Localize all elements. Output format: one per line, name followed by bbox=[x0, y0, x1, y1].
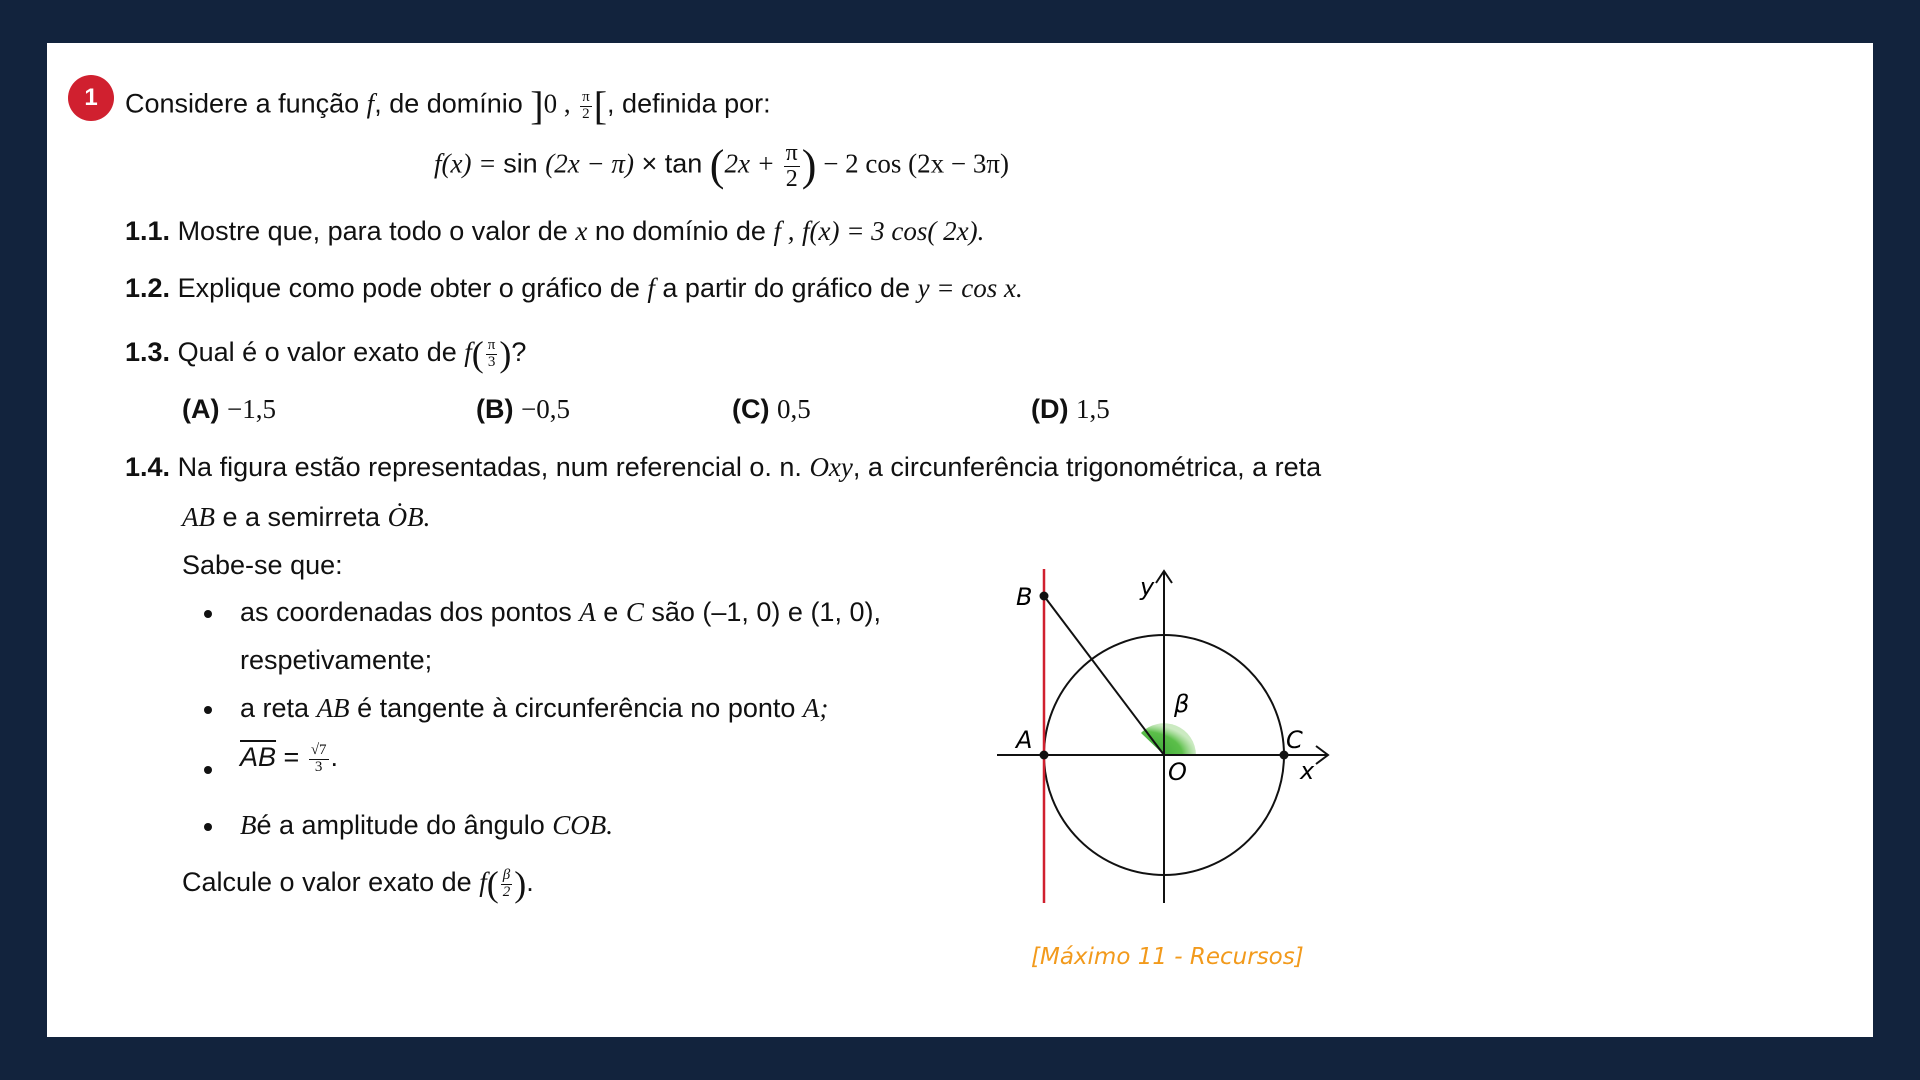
label-b: B bbox=[1016, 583, 1033, 611]
question-1-4-line2: AB e a semirreta ȮB. bbox=[182, 502, 431, 532]
ab-segment: $\overline{AB}$ bbox=[240, 742, 277, 772]
q1-2-number: 1.2. bbox=[125, 273, 171, 303]
formula-arg2: 2x + bbox=[724, 148, 782, 179]
label-c: C bbox=[1286, 726, 1303, 754]
formula-arg1: (2x − π) bbox=[545, 148, 634, 179]
question-1-1: 1.1. Mostre que, para todo o valor de x no domínio de f , f(x) = 3 cos( 2x). bbox=[125, 216, 985, 246]
label-a: A bbox=[1016, 726, 1033, 754]
q1-1-equation: f(x) = 3 cos( 2x). bbox=[801, 216, 985, 246]
exercise-number-badge: 1 bbox=[68, 75, 114, 121]
option-d[interactable]: (D) 1,5 bbox=[1031, 394, 1110, 424]
formula-sin: sin bbox=[503, 148, 538, 179]
source-caption: [Máximo 11 - Recursos] bbox=[1031, 944, 1304, 970]
q1-3-number: 1.3. bbox=[125, 337, 171, 368]
q1-3-fraction: $\frac{\pi}{3}$ bbox=[487, 337, 496, 370]
q1-2-equation: y = cos x. bbox=[917, 273, 1023, 303]
intro-fraction: $\frac{\pi}{2}$ bbox=[582, 88, 590, 122]
intro-f: f bbox=[366, 88, 375, 119]
option-b[interactable]: (B) −0,5 bbox=[476, 394, 570, 424]
bullet-1-cont: respetivamente; bbox=[240, 645, 433, 675]
angle-beta-sector bbox=[1141, 723, 1196, 755]
sabe-se-que: Sabe-se que: bbox=[182, 550, 343, 580]
trig-circle-figure bbox=[990, 555, 1340, 915]
bullet-dot bbox=[204, 823, 212, 831]
q1-2-text: Explique como pode obter o gráfico de bbox=[177, 273, 640, 303]
intro-post: , definida por: bbox=[607, 88, 771, 119]
bullet-dot bbox=[204, 706, 212, 714]
label-beta: β bbox=[1174, 690, 1190, 718]
calculate-line: Calcule o valor exato de f( $\frac{\beta}{2}$ ). bbox=[182, 864, 534, 904]
bullet-4: Bé a amplitude do ângulo COB. bbox=[240, 810, 613, 840]
q1-1-text: Mostre que, para todo o valor de bbox=[177, 216, 568, 246]
point-a bbox=[1040, 751, 1049, 760]
formula-times: × bbox=[633, 148, 665, 179]
option-c[interactable]: (C) 0,5 bbox=[732, 394, 811, 424]
point-b bbox=[1040, 592, 1049, 601]
label-y: y bbox=[1140, 573, 1155, 601]
sqrt7-over-3: $\frac{√7}{3}$ bbox=[310, 741, 327, 775]
bullet-dot bbox=[204, 610, 212, 618]
bullet-1: as coordenadas dos pontos A e C são (–1, 0) e (1, 0), bbox=[240, 597, 881, 627]
bullet-2: a reta AB é tangente à circunferência no ponto A; bbox=[240, 693, 829, 723]
bullet-dot bbox=[204, 766, 212, 774]
q1-3-text: Qual é o valor exato de bbox=[177, 337, 457, 368]
option-a[interactable]: (A) −1,5 bbox=[182, 394, 276, 424]
formula-lhs: f(x) = bbox=[434, 148, 504, 179]
intro-lbracket: ] bbox=[530, 83, 544, 128]
label-o: O bbox=[1168, 758, 1187, 786]
formula-rhs: − 2 cos (2x − 3π) bbox=[816, 148, 1009, 179]
intro-zero: 0 , bbox=[543, 88, 571, 119]
formula-tan: tan bbox=[664, 148, 703, 179]
question-1-2: 1.2. Explique como pode obter o gráfico de f a partir do gráfico de y = cos x. bbox=[125, 273, 1023, 303]
formula-pi-over-2: $\frac{\pi}{2}$ bbox=[785, 139, 798, 192]
question-1-4-line1: 1.4. Na figura estão representadas, num referencial o. n. Oxy, a circunferência trigonométrica, a reta bbox=[125, 452, 1322, 482]
question-1-3: 1.3. Qual é o valor exato de f( $\frac{\pi}{3}$ )? bbox=[125, 334, 527, 374]
intro-mid: , de domínio bbox=[374, 88, 523, 119]
bullet-3: $\overline{AB}$ = $\frac{√7}{3}$ . bbox=[240, 741, 339, 775]
ray-ob bbox=[1044, 596, 1164, 755]
label-x: x bbox=[1300, 757, 1315, 785]
intro-rbracket: [ bbox=[593, 83, 608, 128]
beta-over-2: $\frac{\beta}{2}$ bbox=[502, 867, 511, 900]
main-formula: f(x) = sin (2x − π) × tan (2x + $\frac{\pi}{2}$ ) − 2 cos (2x − 3π) bbox=[434, 139, 1009, 192]
intro-pre: Considere a função bbox=[125, 88, 360, 119]
intro-line bbox=[125, 82, 771, 129]
q1-4-number: 1.4. bbox=[125, 452, 171, 482]
q1-1-number: 1.1. bbox=[125, 216, 171, 246]
